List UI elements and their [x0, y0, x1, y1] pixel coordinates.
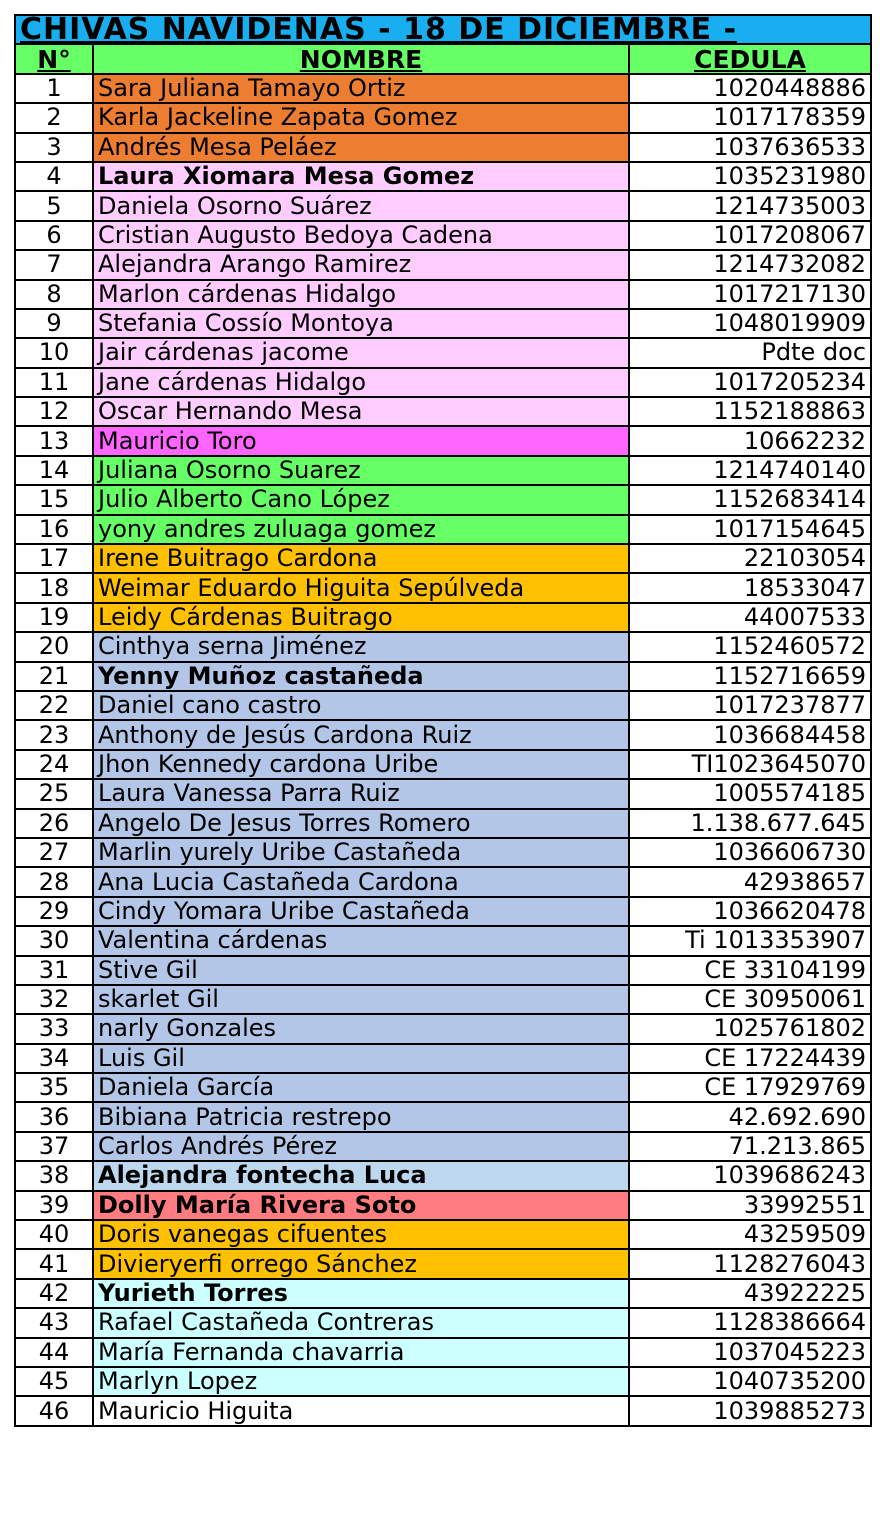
row-cedula: 1036620478 [629, 897, 871, 926]
row-number: 32 [15, 985, 93, 1014]
row-number: 31 [15, 956, 93, 985]
table-row [15, 720, 871, 749]
row-name: Karla Jackeline Zapata Gomez [93, 103, 629, 132]
row-name: Leidy Cárdenas Buitrago [93, 603, 629, 632]
table-row [15, 191, 871, 220]
row-name: Marlyn Lopez [93, 1367, 629, 1396]
row-number: 38 [15, 1161, 93, 1190]
row-number: 24 [15, 750, 93, 779]
table-row [15, 632, 871, 661]
row-number: 16 [15, 515, 93, 544]
table-row [15, 956, 871, 985]
row-cedula: Pdte doc [629, 338, 871, 367]
row-name: Jhon Kennedy cardona Uribe [93, 750, 629, 779]
row-name: Mauricio Higuita [93, 1396, 629, 1425]
table-row [15, 133, 871, 162]
row-cedula: 1017178359 [629, 103, 871, 132]
row-cedula: 1035231980 [629, 162, 871, 191]
row-cedula: 1017217130 [629, 280, 871, 309]
row-name: Jane cárdenas Hidalgo [93, 368, 629, 397]
row-cedula: 1025761802 [629, 1014, 871, 1043]
row-name: Yurieth Torres [93, 1279, 629, 1308]
row-cedula: 42938657 [629, 867, 871, 896]
table-row [15, 1044, 871, 1073]
row-name: Valentina cárdenas [93, 926, 629, 955]
table-row [15, 1014, 871, 1043]
row-number: 27 [15, 838, 93, 867]
row-cedula: 44007533 [629, 603, 871, 632]
row-name: Dolly María Rivera Soto [93, 1191, 629, 1220]
row-number: 18 [15, 573, 93, 602]
row-name: Daniela Osorno Suárez [93, 191, 629, 220]
row-number: 3 [15, 133, 93, 162]
row-number: 11 [15, 368, 93, 397]
table-row [15, 280, 871, 309]
row-number: 9 [15, 309, 93, 338]
table-row [15, 250, 871, 279]
table-row [15, 1249, 871, 1278]
row-name: Cindy Yomara Uribe Castañeda [93, 897, 629, 926]
row-name: Carlos Andrés Pérez [93, 1132, 629, 1161]
row-number: 42 [15, 1279, 93, 1308]
row-number: 28 [15, 867, 93, 896]
table-row [15, 750, 871, 779]
row-cedula: 1039686243 [629, 1161, 871, 1190]
row-name: Marlon cárdenas Hidalgo [93, 280, 629, 309]
table-row [15, 691, 871, 720]
table-row [15, 309, 871, 338]
row-cedula: CE 33104199 [629, 956, 871, 985]
row-name: Stive Gil [93, 956, 629, 985]
row-number: 26 [15, 809, 93, 838]
row-name: Doris vanegas cifuentes [93, 1220, 629, 1249]
row-number: 21 [15, 662, 93, 691]
row-cedula: 1040735200 [629, 1367, 871, 1396]
row-cedula: 1128276043 [629, 1249, 871, 1278]
row-cedula: 1036684458 [629, 720, 871, 749]
row-name: Julio Alberto Cano López [93, 485, 629, 514]
table-row [15, 485, 871, 514]
row-cedula: 1128386664 [629, 1308, 871, 1337]
row-cedula: 18533047 [629, 573, 871, 602]
row-name: Ana Lucia Castañeda Cardona [93, 867, 629, 896]
row-cedula: 1017205234 [629, 368, 871, 397]
table-row [15, 897, 871, 926]
row-number: 19 [15, 603, 93, 632]
table-row [15, 779, 871, 808]
row-name: Sara Juliana Tamayo Ortiz [93, 74, 629, 103]
table-row [15, 867, 871, 896]
row-name: Andrés Mesa Peláez [93, 133, 629, 162]
row-number: 8 [15, 280, 93, 309]
row-number: 23 [15, 720, 93, 749]
table-row [15, 1132, 871, 1161]
table-row [15, 662, 871, 691]
row-cedula: 1214732082 [629, 250, 871, 279]
row-name: Jair cárdenas jacome [93, 338, 629, 367]
row-cedula: 1152460572 [629, 632, 871, 661]
row-cedula: 1005574185 [629, 779, 871, 808]
table-row [15, 515, 871, 544]
row-cedula: TI1023645070 [629, 750, 871, 779]
table-row [15, 573, 871, 602]
row-number: 10 [15, 338, 93, 367]
row-number: 12 [15, 397, 93, 426]
row-name: Stefania Cossío Montoya [93, 309, 629, 338]
row-cedula: 1017208067 [629, 221, 871, 250]
row-name: Juliana Osorno Suarez [93, 456, 629, 485]
row-name: Weimar Eduardo Higuita Sepúlveda [93, 573, 629, 602]
row-number: 46 [15, 1396, 93, 1425]
table-row [15, 1191, 871, 1220]
row-number: 17 [15, 544, 93, 573]
row-cedula: 1017154645 [629, 515, 871, 544]
table-row [15, 1279, 871, 1308]
table-row [15, 1308, 871, 1337]
row-cedula: 1017237877 [629, 691, 871, 720]
row-cedula: 1037636533 [629, 133, 871, 162]
row-name: Cristian Augusto Bedoya Cadena [93, 221, 629, 250]
row-cedula: CE 17929769 [629, 1073, 871, 1102]
table-row [15, 368, 871, 397]
row-number: 44 [15, 1338, 93, 1367]
row-cedula: 71.213.865 [629, 1132, 871, 1161]
table-row [15, 603, 871, 632]
row-cedula: 1039885273 [629, 1396, 871, 1425]
table-row [15, 838, 871, 867]
attendee-table [14, 14, 872, 1427]
table-row [15, 162, 871, 191]
row-name: Irene Buitrago Cardona [93, 544, 629, 573]
row-name: Laura Xiomara Mesa Gomez [93, 162, 629, 191]
table-row [15, 338, 871, 367]
row-name: María Fernanda chavarria [93, 1338, 629, 1367]
row-number: 35 [15, 1073, 93, 1102]
table-row [15, 426, 871, 455]
row-name: Cinthya serna Jiménez [93, 632, 629, 661]
table-body [15, 15, 871, 1426]
row-number: 13 [15, 426, 93, 455]
row-number: 2 [15, 103, 93, 132]
header-row [15, 44, 871, 73]
header-name: NOMBRE [93, 44, 629, 73]
row-cedula: 1214735003 [629, 191, 871, 220]
row-name: Rafael Castañeda Contreras [93, 1308, 629, 1337]
table-row [15, 809, 871, 838]
table-row [15, 1220, 871, 1249]
row-number: 14 [15, 456, 93, 485]
table-row [15, 1396, 871, 1425]
sheet-title: CHIVAS NAVIDENAS - 18 DE DICIEMBRE - [15, 15, 871, 44]
row-number: 30 [15, 926, 93, 955]
row-number: 6 [15, 221, 93, 250]
row-name: Oscar Hernando Mesa [93, 397, 629, 426]
row-cedula: 1.138.677.645 [629, 809, 871, 838]
row-number: 4 [15, 162, 93, 191]
row-cedula: 10662232 [629, 426, 871, 455]
table-row [15, 1338, 871, 1367]
table-row [15, 1073, 871, 1102]
row-cedula: CE 30950061 [629, 985, 871, 1014]
table-row [15, 926, 871, 955]
row-name: narly Gonzales [93, 1014, 629, 1043]
row-cedula: 1048019909 [629, 309, 871, 338]
row-name: Anthony de Jesús Cardona Ruiz [93, 720, 629, 749]
row-cedula: 43259509 [629, 1220, 871, 1249]
row-name: Laura Vanessa Parra Ruiz [93, 779, 629, 808]
table-row [15, 1367, 871, 1396]
table-row [15, 985, 871, 1014]
table-row [15, 1102, 871, 1131]
row-name: Daniela García [93, 1073, 629, 1102]
row-cedula: 22103054 [629, 544, 871, 573]
row-number: 40 [15, 1220, 93, 1249]
row-name: Alejandra Arango Ramirez [93, 250, 629, 279]
row-name: Marlin yurely Uribe Castañeda [93, 838, 629, 867]
row-number: 45 [15, 1367, 93, 1396]
row-cedula: 1152683414 [629, 485, 871, 514]
row-cedula: 33992551 [629, 1191, 871, 1220]
row-name: Yenny Muñoz castañeda [93, 662, 629, 691]
row-number: 43 [15, 1308, 93, 1337]
row-cedula: 1037045223 [629, 1338, 871, 1367]
table-row [15, 74, 871, 103]
row-number: 15 [15, 485, 93, 514]
table-row [15, 1161, 871, 1190]
header-cedula: CEDULA [629, 44, 871, 73]
row-number: 20 [15, 632, 93, 661]
title-row [15, 15, 871, 44]
row-name: skarlet Gil [93, 985, 629, 1014]
row-cedula: 1152188863 [629, 397, 871, 426]
row-number: 36 [15, 1102, 93, 1131]
table-row [15, 544, 871, 573]
row-number: 25 [15, 779, 93, 808]
row-number: 29 [15, 897, 93, 926]
row-name: Alejandra fontecha Luca [93, 1161, 629, 1190]
row-number: 41 [15, 1249, 93, 1278]
row-name: Luis Gil [93, 1044, 629, 1073]
row-cedula: 1020448886 [629, 74, 871, 103]
row-number: 1 [15, 74, 93, 103]
row-number: 37 [15, 1132, 93, 1161]
table-row [15, 221, 871, 250]
row-name: Mauricio Toro [93, 426, 629, 455]
row-cedula: 1152716659 [629, 662, 871, 691]
row-number: 22 [15, 691, 93, 720]
row-cedula: 42.692.690 [629, 1102, 871, 1131]
row-cedula: Ti 1013353907 [629, 926, 871, 955]
row-name: Divieryerfi orrego Sánchez [93, 1249, 629, 1278]
row-cedula: 1214740140 [629, 456, 871, 485]
table-row [15, 456, 871, 485]
row-number: 7 [15, 250, 93, 279]
row-cedula: CE 17224439 [629, 1044, 871, 1073]
row-name: Bibiana Patricia restrepo [93, 1102, 629, 1131]
row-number: 33 [15, 1014, 93, 1043]
table-row [15, 103, 871, 132]
row-cedula: 43922225 [629, 1279, 871, 1308]
row-name: Angelo De Jesus Torres Romero [93, 809, 629, 838]
row-number: 34 [15, 1044, 93, 1073]
row-name: Daniel cano castro [93, 691, 629, 720]
header-num: N° [15, 44, 93, 73]
row-number: 5 [15, 191, 93, 220]
row-cedula: 1036606730 [629, 838, 871, 867]
row-name: yony andres zuluaga gomez [93, 515, 629, 544]
row-number: 39 [15, 1191, 93, 1220]
table-row [15, 397, 871, 426]
